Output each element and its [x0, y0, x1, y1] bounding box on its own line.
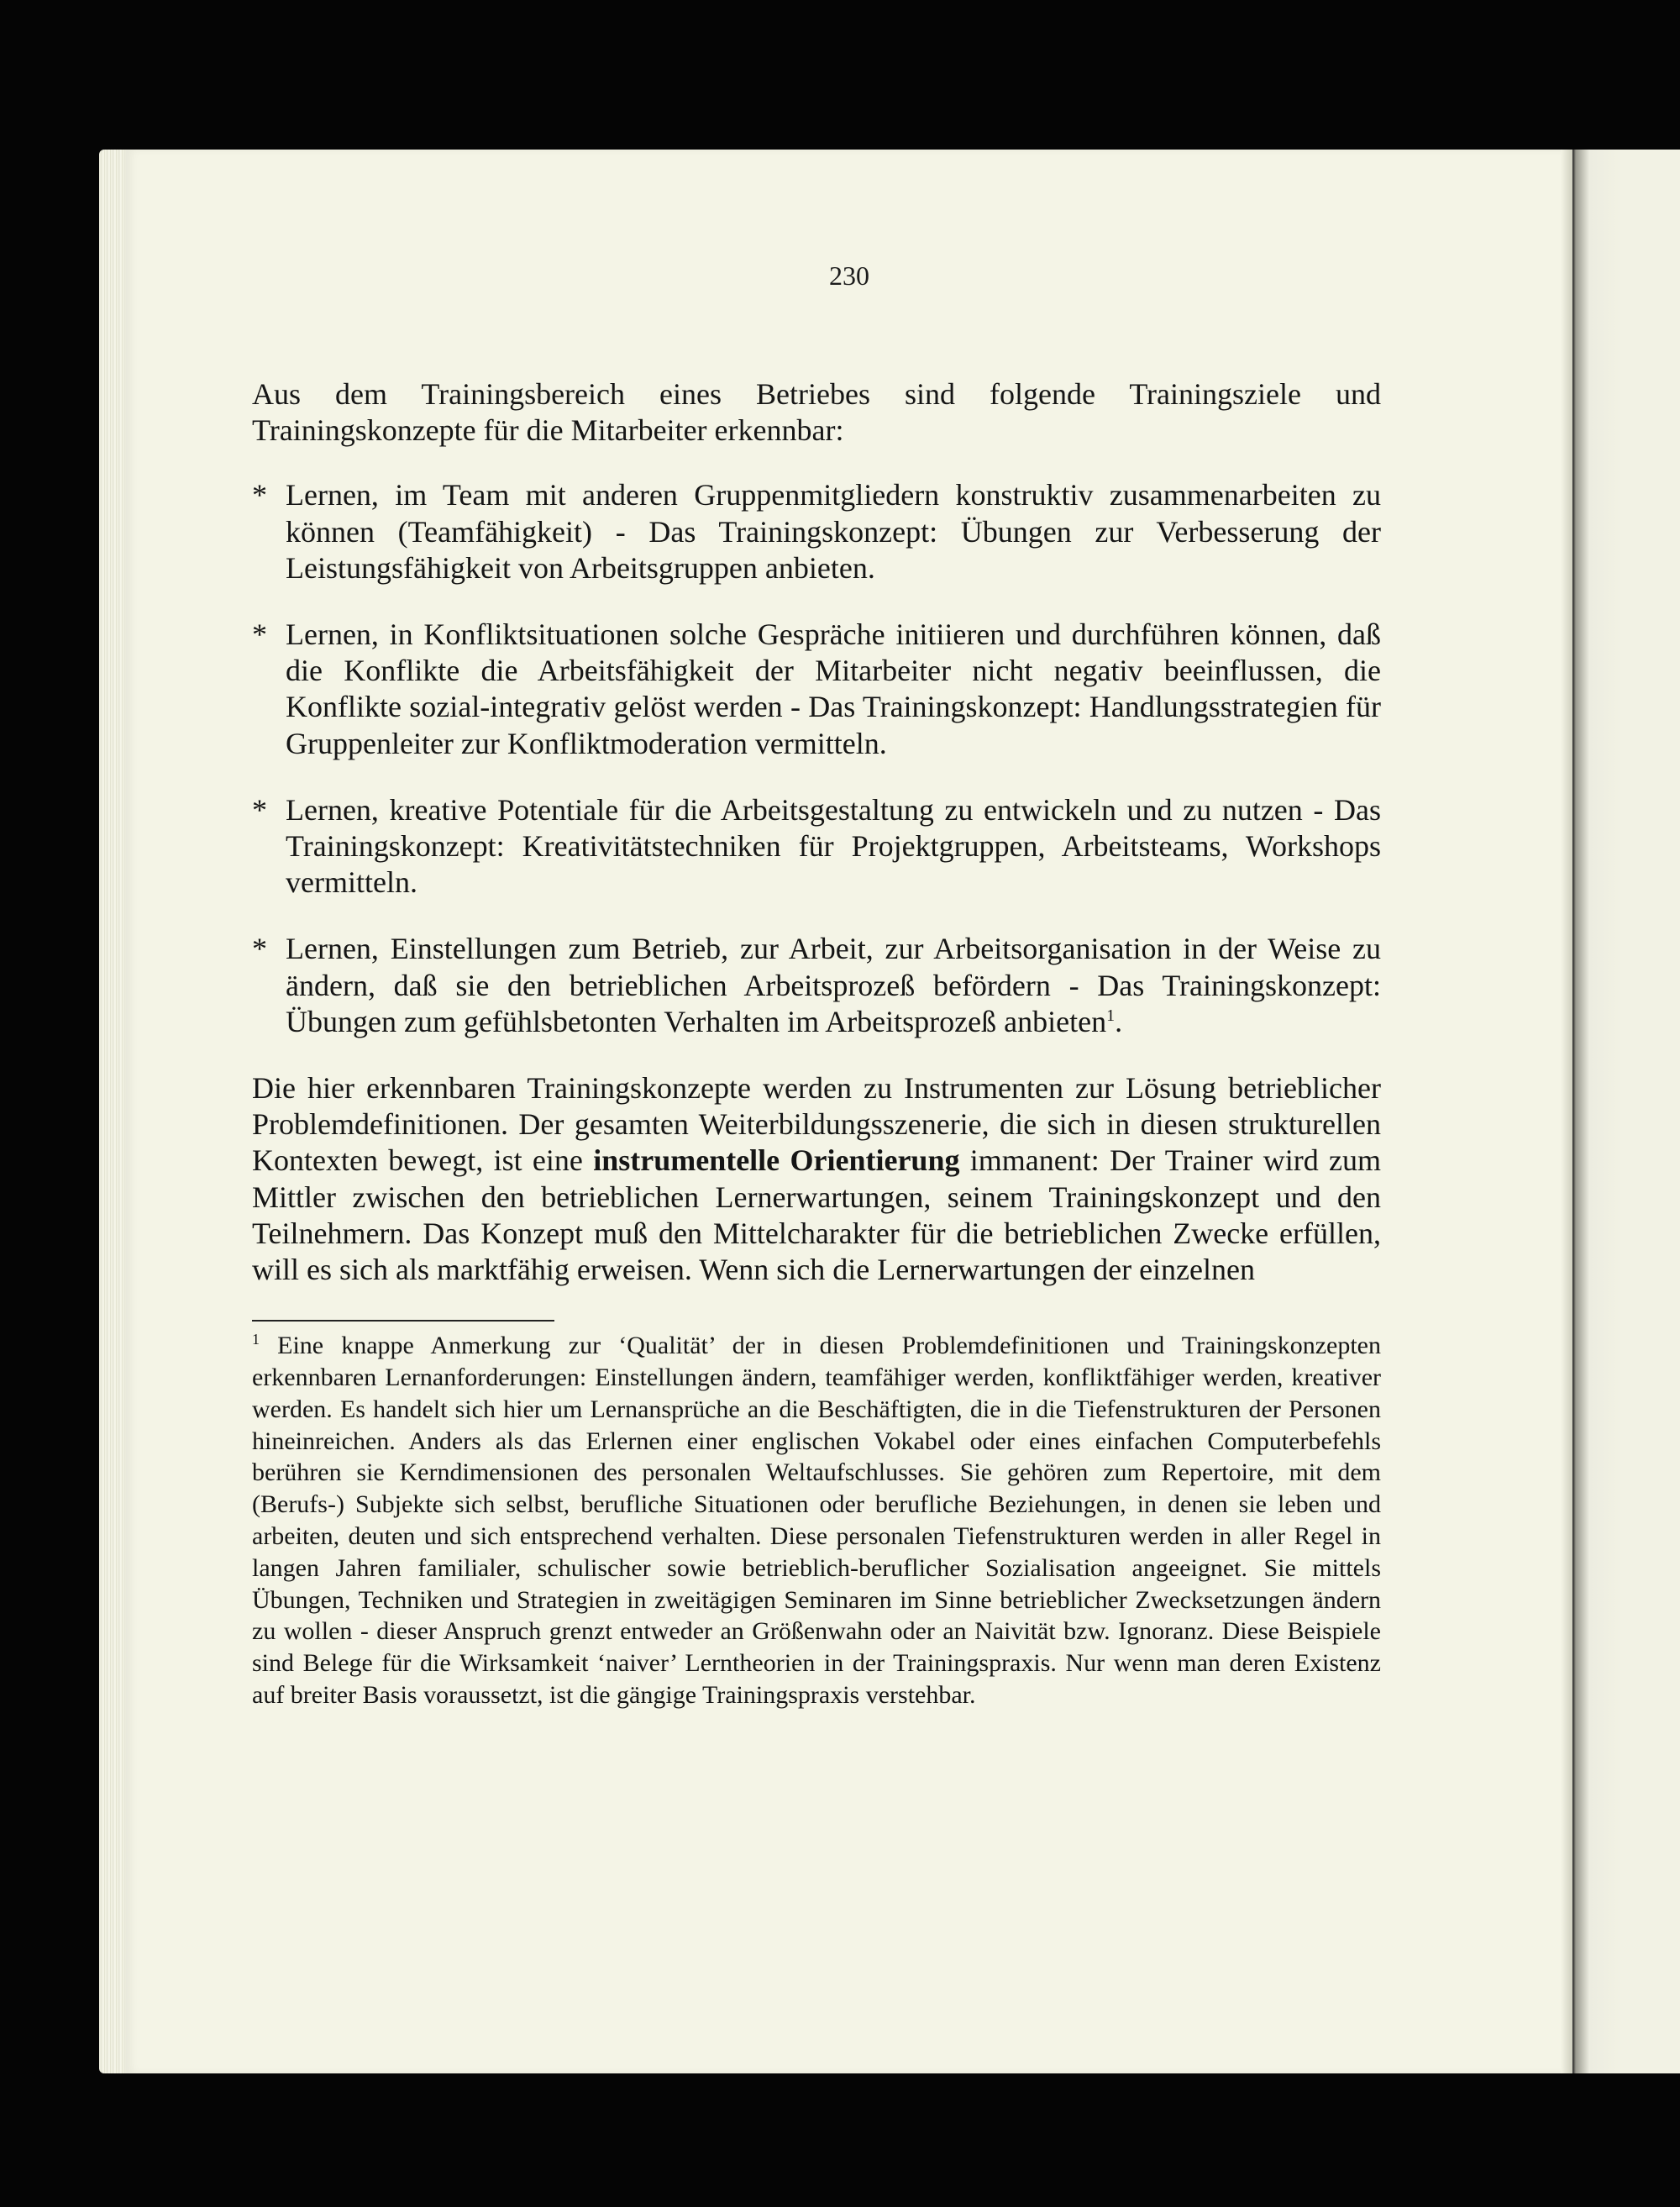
list-item	[252, 617, 1381, 762]
list-item-end: .	[1115, 1004, 1123, 1038]
list-item-body: Lernen, Einstellungen zum Betrieb, zur Arbeit, zur Arbeitsorganisation in der Weise zu ändern, daß sie den betrieblichen Arbeitsprozeß befördern - Das Trainingskonzept: Übungen zum gefühlsbetonten Verhalten im Arbeitsprozeß anbieten	[286, 932, 1381, 1038]
footnote-text: Eine knappe Anmerkung zur ‘Qualität’ der in diesen Problemdefinitionen und Trainingskonzepten erkennbaren Lernanforderungen: Einstellungen ändern, teamfähiger werden, konfliktfähiger werden, kreativer werden. Es handelt sich hier um Lernansprüche an die Beschäftigten, die in die Tiefenstrukturen der Personen hineinreichen. Anders als das Erlernen einer englischen Vokabel oder eines einfachen Computerbefehls berühren sie Kerndimensionen des personalen Weltaufschlusses. Sie gehören zum Repertoire, mit dem (Berufs-) Subjekte sich selbst, berufliche Situationen oder berufliche Beziehungen, in denen sie leben und arbeiten, deuten und sich entsprechend verhalten. Diese personalen Tiefenstrukturen werden in aller Regel in langen Jahren familialer, schulischer sowie betrieblich-beruflicher Sozialisation angeeignet. Sie mittels Übungen, Techniken und Strategien in zweitägigen Seminaren im Sinne betrieblicher Zwecksetzungen ändern zu wollen - dieser Anspruch grenzt entweder an Größenwahn oder an Naivität bzw. Ignoranz. Diese Beispiele sind Belege für die Wirksamkeit ‘naiver’ Lerntheorien in der Trainingspraxis. Nur wenn man deren Existenz auf breiter Basis voraussetzt, ist die gängige Trainingspraxis verstehbar.	[252, 1332, 1381, 1710]
footnote-reference[interactable]: 1	[1106, 1006, 1116, 1025]
book-gutter	[1561, 150, 1572, 2073]
list-item-text	[286, 931, 1381, 1040]
footnote-number: 1	[252, 1331, 260, 1348]
facing-page-edge	[1572, 150, 1680, 2073]
emphasis-instrumentelle-orientierung: instrumentelle Orientierung	[593, 1143, 960, 1178]
main-paragraph-part2: immanent: Der Trainer wird zum Mittler zwischen den betrieblichen Lernerwartungen, seinem Trainingskonzept und den Teilnehmern. Das Konzept muß den Mittelcharakter für die betrieblichen Zwecke erfüllen, will es sich als marktfähig erweisen. Wenn sich die Lernerwartungen der einzelnen	[252, 1143, 1382, 1287]
bullet-marker: *	[252, 932, 267, 966]
list-item-text: Lernen, kreative Potentiale für die Arbeitsgestaltung zu entwickeln und zu nutzen - Das Trainingskonzept: Kreativitätstechniken für Projektgruppen, Arbeitsteams, Workshops vermitteln.	[286, 792, 1381, 900]
bullet-list	[252, 477, 1381, 1040]
list-item	[252, 931, 1381, 1040]
footnote-divider	[252, 1320, 554, 1322]
list-item	[252, 477, 1381, 586]
bullet-marker: *	[252, 792, 267, 827]
footnote	[252, 1330, 1381, 1711]
main-paragraph	[252, 1070, 1381, 1288]
page-content	[252, 225, 1381, 1737]
bullet-marker: *	[252, 617, 267, 652]
list-item	[252, 792, 1381, 901]
intro-paragraph: Aus dem Trainingsbereich eines Betriebes sind folgende Trainingsziele und Trainingskonzepte für die Mitarbeiter erkennbar:	[252, 377, 1381, 448]
main-paragraph-part1: Die hier erkennbaren Trainingskonzepte werden zu Instrumenten zur Lösung betrieblicher Problemdefinitionen. Der gesamten Weiterbildungsszenerie, die sich in diesen strukturellen Kontexten bewegt, ist eine	[252, 1071, 1381, 1178]
list-item-text: Lernen, in Konfliktsituationen solche Gespräche initiieren und durchführen können, daß die Konflikte die Arbeitsfähigkeit der Mitarbeiter nicht negativ beeinflussen, die Konflikte sozial-integrativ gelöst werden - Das Trainingskonzept: Handlungsstrategien für Gruppenleiter zur Konfliktmoderation vermitteln.	[286, 617, 1381, 760]
bullet-marker: *	[252, 478, 267, 512]
page-number: 230	[829, 260, 869, 291]
list-item-text: Lernen, im Team mit anderen Gruppenmitgliedern konstruktiv zusammenarbeiten zu können (Teamfähigkeit) - Das Trainingskonzept: Übungen zur Verbesserung der Leistungsfähigkeit von Arbeitsgruppen anbieten.	[286, 478, 1381, 585]
